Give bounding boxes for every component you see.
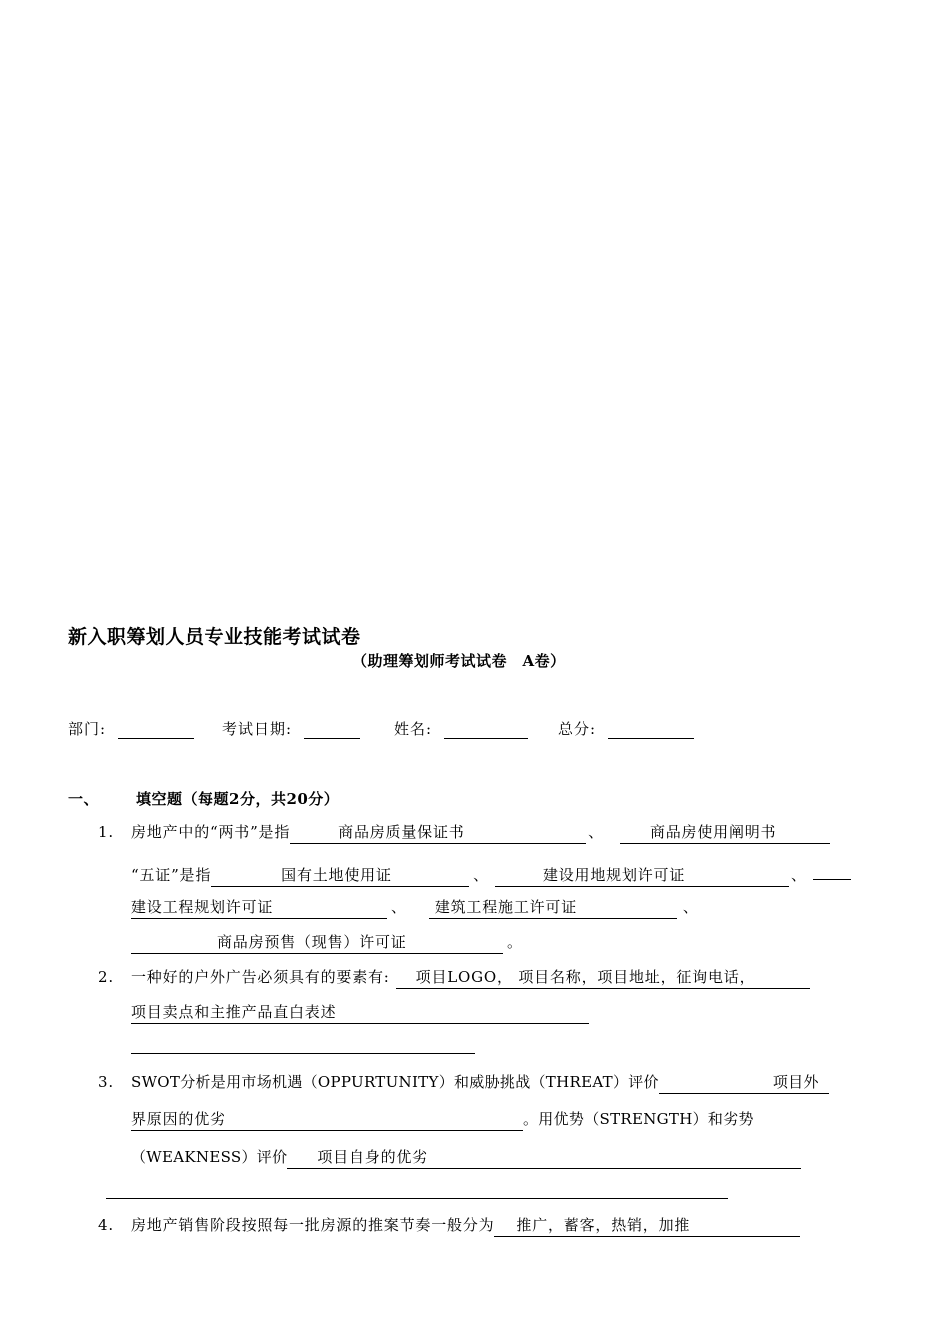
department-label: 部门: bbox=[68, 720, 107, 738]
q1-sep-b: 、 bbox=[473, 866, 489, 884]
q2-text-a: 一种好的户外广告必须具有的要素有: bbox=[131, 968, 390, 986]
q1-sep-c: 、 bbox=[790, 866, 807, 884]
q3-answer-b[interactable]: 界原因的优劣 bbox=[131, 1108, 523, 1131]
q2-line-1 bbox=[131, 965, 810, 989]
q3-answer-a[interactable]: 项目外 bbox=[659, 1071, 829, 1094]
q1-line-3 bbox=[131, 895, 699, 919]
q1-answer-a[interactable]: 商品房质量保证书 bbox=[290, 821, 586, 844]
q2-number: 2. bbox=[98, 968, 114, 986]
page-subtitle: （助理筹划师考试试卷 A卷） bbox=[352, 652, 566, 670]
q2-line-2 bbox=[131, 1000, 589, 1024]
q4-number: 4. bbox=[98, 1216, 114, 1234]
exam-date-label: 考试日期: bbox=[222, 720, 293, 738]
total-score-blank[interactable] bbox=[608, 722, 694, 739]
name-label: 姓名: bbox=[394, 720, 433, 738]
q3-answer-line-4[interactable] bbox=[106, 1198, 728, 1199]
q1-number: 1. bbox=[98, 823, 114, 841]
name-field bbox=[394, 718, 528, 739]
q1-line-2 bbox=[131, 857, 851, 884]
exam-date-blank[interactable] bbox=[304, 722, 360, 739]
q3-line-2 bbox=[131, 1107, 754, 1131]
q1-answer-d[interactable]: 建设用地规划许可证 bbox=[495, 864, 789, 887]
q3-number: 3. bbox=[98, 1073, 114, 1091]
exam-date-field bbox=[222, 718, 360, 739]
name-blank[interactable] bbox=[444, 722, 528, 739]
q1-sep-a: 、 bbox=[588, 823, 604, 841]
q3-line-3 bbox=[131, 1145, 801, 1169]
q1-text-a: 房地产中的“两书”是指 bbox=[131, 823, 291, 841]
q3-text-c: （WEAKNESS）评价 bbox=[131, 1148, 288, 1166]
q3-line-1 bbox=[131, 1070, 829, 1094]
section-heading: 填空题（每题2分，共20分） bbox=[136, 790, 340, 808]
q1-line-1 bbox=[131, 820, 830, 844]
q2-answer-line-3[interactable] bbox=[131, 1053, 475, 1054]
q1-answer-b[interactable]: 商品房使用阐明书 bbox=[620, 821, 830, 844]
q1-answer-e[interactable]: 建设工程规划许可证 bbox=[131, 896, 387, 919]
section-number: 一、 bbox=[68, 790, 100, 808]
q3-text-b: 。用优势（STRENGTH）和劣势 bbox=[523, 1110, 754, 1128]
q2-answer-a[interactable]: 项目LOGO， 项目名称，项目地址，征询电话， bbox=[396, 966, 810, 989]
total-score-field bbox=[558, 718, 694, 739]
q1-answer-f[interactable]: 建筑工程施工许可证 bbox=[429, 896, 677, 919]
q4-text-a: 房地产销售阶段按照每一批房源的推案节奏一般分为 bbox=[131, 1216, 495, 1234]
q4-line-1 bbox=[131, 1213, 800, 1237]
q1-line-4 bbox=[131, 930, 523, 954]
q3-answer-c[interactable]: 项目自身的优劣 bbox=[287, 1146, 801, 1169]
q2-answer-b[interactable]: 项目卖点和主推产品直白表述 bbox=[131, 1001, 589, 1024]
department-field bbox=[68, 718, 194, 739]
total-score-label: 总分: bbox=[558, 720, 597, 738]
page-title: 新入职筹划人员专业技能考试试卷 bbox=[68, 626, 361, 648]
q3-text-a: SWOT分析是用市场机遇（OPPURTUNITY）和威胁挑战（THREAT）评价 bbox=[131, 1073, 659, 1091]
q4-answer-a[interactable]: 推广，蓄客，热销，加推 bbox=[494, 1214, 800, 1237]
q1-sep-e: 、 bbox=[682, 898, 699, 916]
q1-text-b: “五证”是指 bbox=[131, 866, 212, 884]
q1-end: 。 bbox=[507, 933, 523, 951]
q1-answer-e-start[interactable] bbox=[813, 857, 851, 880]
q1-answer-g[interactable]: 商品房预售（现售）许可证 bbox=[131, 931, 503, 954]
q1-sep-d: 、 bbox=[391, 898, 407, 916]
department-blank[interactable] bbox=[118, 722, 194, 739]
q1-answer-c[interactable]: 国有土地使用证 bbox=[211, 864, 469, 887]
